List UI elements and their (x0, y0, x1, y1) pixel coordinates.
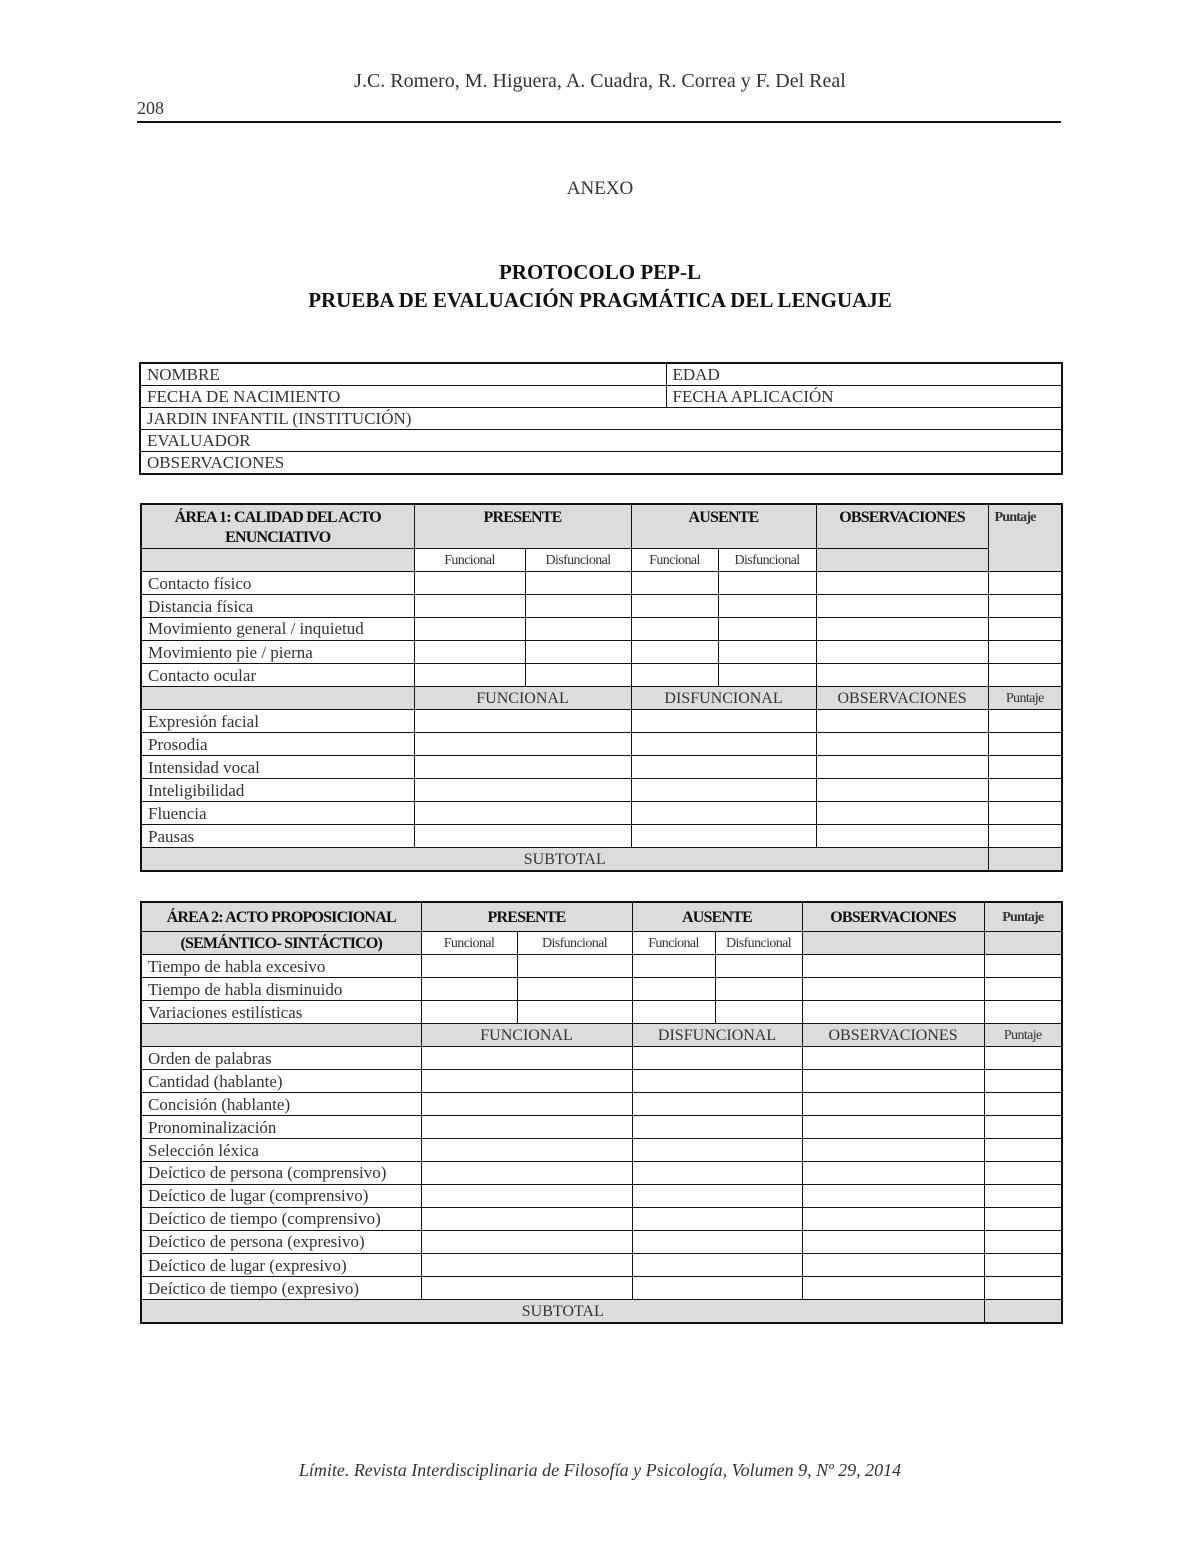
area1-presente-disfuncional: Disfuncional (525, 549, 631, 572)
area1-answer-cell[interactable] (718, 664, 816, 687)
area2-answer-cell[interactable] (421, 1185, 632, 1208)
area1-answer-cell[interactable] (988, 710, 1062, 733)
area1-answer-cell[interactable] (718, 641, 816, 664)
area2-answer-cell[interactable] (802, 1277, 984, 1300)
area1-answer-cell[interactable] (631, 802, 816, 825)
area2-answer-cell[interactable] (421, 1231, 632, 1254)
edad-field[interactable]: EDAD (666, 363, 1062, 386)
area1-answer-cell[interactable] (988, 664, 1062, 687)
area1-ausente-funcional: Funcional (631, 549, 718, 572)
area2-answer-cell[interactable] (802, 1093, 984, 1116)
table-row (141, 1185, 1062, 1208)
area2-answer-cell[interactable] (632, 978, 715, 1001)
area2-answer-cell[interactable] (632, 1162, 802, 1185)
area2-answer-cell[interactable] (802, 978, 984, 1001)
area1-answer-cell[interactable] (525, 618, 631, 641)
area1-answer-cell[interactable] (988, 756, 1062, 779)
area2-answer-cell[interactable] (421, 1139, 632, 1162)
area1-answer-cell[interactable] (631, 641, 718, 664)
area1-answer-cell[interactable] (414, 779, 631, 802)
area2-answer-cell[interactable] (802, 1208, 984, 1231)
area2-answer-cell[interactable] (421, 955, 517, 978)
info-form (139, 362, 1063, 475)
table-row (141, 710, 1062, 733)
table-row (141, 1231, 1062, 1254)
area1-answer-cell[interactable] (816, 825, 988, 848)
area2-answer-cell[interactable] (517, 955, 632, 978)
area2-answer-cell[interactable] (984, 1254, 1062, 1277)
area1-answer-cell[interactable] (414, 825, 631, 848)
area2-presente-header: PRESENTE (421, 902, 632, 932)
area2-observaciones-header-b: OBSERVACIONES (802, 1024, 984, 1047)
evaluador-field[interactable]: EVALUADOR (140, 430, 1062, 452)
area2-item-label: Deíctico de persona (expresivo) (141, 1231, 421, 1254)
observaciones-field[interactable]: OBSERVACIONES (140, 452, 1062, 475)
area2-answer-cell[interactable] (984, 955, 1062, 978)
area2-item-label: Concisión (hablante) (141, 1093, 421, 1116)
area1-answer-cell[interactable] (631, 572, 718, 595)
area2-answer-cell[interactable] (802, 1185, 984, 1208)
area2-blank-cell (802, 932, 984, 955)
area1-presente-header: PRESENTE (414, 504, 631, 549)
header-rule (137, 121, 1061, 123)
area2-item-label: Deíctico de lugar (comprensivo) (141, 1185, 421, 1208)
area1-ausente-disfuncional: Disfuncional (718, 549, 816, 572)
area1-observaciones-header-b: OBSERVACIONES (816, 687, 988, 710)
area2-disfuncional-header: DISFUNCIONAL (632, 1024, 802, 1047)
area2-answer-cell[interactable] (421, 1070, 632, 1093)
table-row (141, 825, 1062, 848)
area1-answer-cell[interactable] (414, 664, 525, 687)
table-row (141, 978, 1062, 1001)
area2-answer-cell[interactable] (802, 1047, 984, 1070)
area1-item-label: Movimiento pie / pierna (141, 641, 414, 664)
area2-item-label: Cantidad (hablante) (141, 1070, 421, 1093)
area2-item-label: Deíctico de tiempo (comprensivo) (141, 1208, 421, 1231)
area1-answer-cell[interactable] (525, 572, 631, 595)
fecha-aplicacion-field[interactable]: FECHA APLICACIÓN (666, 386, 1062, 408)
area2-answer-cell[interactable] (421, 1162, 632, 1185)
table-row (141, 618, 1062, 641)
area2-presente-disfuncional: Disfuncional (517, 932, 632, 955)
area1-answer-cell[interactable] (988, 733, 1062, 756)
area2-answer-cell[interactable] (517, 978, 632, 1001)
area2-answer-cell[interactable] (632, 1093, 802, 1116)
area1-blank-cell (141, 687, 414, 710)
table-row (141, 1116, 1062, 1139)
area2-item-label: Tiempo de habla disminuido (141, 978, 421, 1001)
annex-label: ANEXO (566, 178, 634, 199)
area1-item-label: Contacto físico (141, 572, 414, 595)
area2-item-label: Deíctico de lugar (expresivo) (141, 1254, 421, 1277)
area1-answer-cell[interactable] (816, 802, 988, 825)
area1-item-label: Intensidad vocal (141, 756, 414, 779)
area2-ausente-funcional: Funcional (632, 932, 715, 955)
area2-table (140, 901, 1063, 1324)
fecha-nacimiento-field[interactable]: FECHA DE NACIMIENTO (140, 386, 666, 408)
area1-answer-cell[interactable] (525, 641, 631, 664)
area1-item-label: Expresión facial (141, 710, 414, 733)
area1-answer-cell[interactable] (988, 802, 1062, 825)
table-row (141, 1139, 1062, 1162)
area2-puntaje-header-b: Puntaje (984, 1024, 1062, 1047)
area1-answer-cell[interactable] (988, 825, 1062, 848)
area2-answer-cell[interactable] (421, 1208, 632, 1231)
nombre-field[interactable]: NOMBRE (140, 363, 666, 386)
area2-answer-cell[interactable] (715, 955, 802, 978)
area2-answer-cell[interactable] (984, 1185, 1062, 1208)
protocol-title: PROTOCOLO PEP-L (498, 260, 702, 284)
area1-puntaje-header: Puntaje (988, 504, 1062, 572)
area2-answer-cell[interactable] (802, 1254, 984, 1277)
area2-item-label: Deíctico de tiempo (expresivo) (141, 1277, 421, 1300)
table-row (141, 595, 1062, 618)
area1-answer-cell[interactable] (414, 618, 525, 641)
area1-answer-cell[interactable] (816, 756, 988, 779)
area1-table (140, 503, 1063, 872)
page-number: 208 (137, 98, 164, 118)
area1-item-label: Movimiento general / inquietud (141, 618, 414, 641)
area1-answer-cell[interactable] (988, 618, 1062, 641)
area2-ausente-disfuncional: Disfuncional (715, 932, 802, 955)
area2-item-label: Variaciones estilísticas (141, 1001, 421, 1024)
area2-ausente-header: AUSENTE (632, 902, 802, 932)
area2-answer-cell[interactable] (984, 1139, 1062, 1162)
area2-funcional-header: FUNCIONAL (421, 1024, 632, 1047)
area1-answer-cell[interactable] (816, 641, 988, 664)
area2-answer-cell[interactable] (632, 1254, 802, 1277)
jardin-field[interactable]: JARDIN INFANTIL (INSTITUCIÓN) (140, 408, 1062, 430)
area2-item-label: Pronominalización (141, 1116, 421, 1139)
area1-answer-cell[interactable] (718, 618, 816, 641)
area1-title: ÁREA 1: CALIDAD DEL ACTO ENUNCIATIVO (141, 504, 414, 549)
area2-puntaje-header: Puntaje (984, 902, 1062, 932)
area2-answer-cell[interactable] (984, 1231, 1062, 1254)
area2-answer-cell[interactable] (984, 978, 1062, 1001)
area1-subtotal: SUBTOTAL (141, 848, 988, 872)
area2-answer-cell[interactable] (632, 1231, 802, 1254)
area1-funcional-header: FUNCIONAL (414, 687, 631, 710)
area2-answer-cell[interactable] (984, 1070, 1062, 1093)
table-row (141, 664, 1062, 687)
table-row (141, 1162, 1062, 1185)
area2-blank-cell (141, 1024, 421, 1047)
area1-answer-cell[interactable] (631, 779, 816, 802)
area2-answer-cell[interactable] (715, 1001, 802, 1024)
area1-answer-cell[interactable] (816, 572, 988, 595)
area1-ausente-header: AUSENTE (631, 504, 816, 549)
table-row (141, 955, 1062, 978)
area1-answer-cell[interactable] (414, 710, 631, 733)
area1-answer-cell[interactable] (414, 595, 525, 618)
area1-answer-cell[interactable] (988, 595, 1062, 618)
area1-item-label: Inteligibilidad (141, 779, 414, 802)
table-row (141, 1047, 1062, 1070)
area1-answer-cell[interactable] (631, 664, 718, 687)
area1-answer-cell[interactable] (414, 756, 631, 779)
area2-answer-cell[interactable] (632, 1047, 802, 1070)
area1-answer-cell[interactable] (414, 733, 631, 756)
table-row (141, 733, 1062, 756)
area2-answer-cell[interactable] (802, 1070, 984, 1093)
area1-answer-cell[interactable] (631, 618, 718, 641)
area1-blank-cell (816, 549, 988, 572)
area2-answer-cell[interactable] (802, 1116, 984, 1139)
area1-answer-cell[interactable] (718, 572, 816, 595)
area2-answer-cell[interactable] (421, 1093, 632, 1116)
area2-answer-cell[interactable] (632, 1070, 802, 1093)
table-row (141, 1208, 1062, 1231)
area1-answer-cell[interactable] (414, 572, 525, 595)
area1-answer-cell[interactable] (816, 710, 988, 733)
area1-answer-cell[interactable] (988, 572, 1062, 595)
area2-answer-cell[interactable] (421, 1277, 632, 1300)
running-head: J.C. Romero, M. Higuera, A. Cuadra, R. Correa y F. Del Real (354, 70, 846, 92)
area1-subtotal-score[interactable] (988, 848, 1062, 872)
area1-answer-cell[interactable] (631, 825, 816, 848)
area1-answer-cell[interactable] (631, 710, 816, 733)
area1-answer-cell[interactable] (816, 733, 988, 756)
area1-answer-cell[interactable] (414, 802, 631, 825)
area2-title-line2: (SEMÁNTICO- SINTÁCTICO) (141, 932, 421, 955)
area2-answer-cell[interactable] (984, 1001, 1062, 1024)
area2-answer-cell[interactable] (802, 1001, 984, 1024)
area2-item-label: Selección léxica (141, 1139, 421, 1162)
table-row (141, 1254, 1062, 1277)
area1-answer-cell[interactable] (525, 664, 631, 687)
protocol-subtitle: PRUEBA DE EVALUACIÓN PRAGMÁTICA DEL LENGUAJE (308, 288, 892, 312)
area1-observaciones-header: OBSERVACIONES (816, 504, 988, 549)
area1-answer-cell[interactable] (816, 779, 988, 802)
area2-answer-cell[interactable] (632, 1139, 802, 1162)
area1-answer-cell[interactable] (631, 595, 718, 618)
area2-item-label: Orden de palabras (141, 1047, 421, 1070)
area2-answer-cell[interactable] (984, 1162, 1062, 1185)
area2-subtotal: SUBTOTAL (141, 1300, 984, 1324)
table-row (141, 1070, 1062, 1093)
table-row (141, 1001, 1062, 1024)
table-row (141, 572, 1062, 595)
area1-answer-cell[interactable] (988, 779, 1062, 802)
area2-answer-cell[interactable] (632, 955, 715, 978)
area1-item-label: Pausas (141, 825, 414, 848)
area2-answer-cell[interactable] (632, 1208, 802, 1231)
area1-answer-cell[interactable] (414, 641, 525, 664)
area1-answer-cell[interactable] (988, 641, 1062, 664)
area2-answer-cell[interactable] (632, 1001, 715, 1024)
area2-answer-cell[interactable] (421, 1116, 632, 1139)
area2-title-line1: ÁREA 2: ACTO PROPOSICIONAL (141, 902, 421, 932)
area2-presente-funcional: Funcional (421, 932, 517, 955)
area2-answer-cell[interactable] (984, 1116, 1062, 1139)
area2-answer-cell[interactable] (632, 1116, 802, 1139)
area2-subtotal-score[interactable] (984, 1300, 1062, 1324)
area1-answer-cell[interactable] (816, 664, 988, 687)
area2-answer-cell[interactable] (984, 1047, 1062, 1070)
area2-answer-cell[interactable] (421, 1254, 632, 1277)
area2-answer-cell[interactable] (517, 1001, 632, 1024)
area1-blank-cell (141, 549, 414, 572)
area2-answer-cell[interactable] (421, 1001, 517, 1024)
area2-answer-cell[interactable] (802, 955, 984, 978)
area1-item-label: Prosodia (141, 733, 414, 756)
area1-item-label: Fluencia (141, 802, 414, 825)
area1-answer-cell[interactable] (525, 595, 631, 618)
area2-answer-cell[interactable] (984, 1093, 1062, 1116)
area1-answer-cell[interactable] (631, 733, 816, 756)
area1-item-label: Distancia física (141, 595, 414, 618)
area1-disfuncional-header: DISFUNCIONAL (631, 687, 816, 710)
area2-answer-cell[interactable] (984, 1277, 1062, 1300)
area2-item-label: Deíctico de persona (comprensivo) (141, 1162, 421, 1185)
area1-answer-cell[interactable] (718, 595, 816, 618)
table-row (141, 756, 1062, 779)
area2-answer-cell[interactable] (421, 1047, 632, 1070)
area2-blank-cell (984, 932, 1062, 955)
area1-presente-funcional: Funcional (414, 549, 525, 572)
area2-observaciones-header: OBSERVACIONES (802, 902, 984, 932)
area1-answer-cell[interactable] (816, 618, 988, 641)
table-row (141, 641, 1062, 664)
area2-answer-cell[interactable] (984, 1208, 1062, 1231)
journal-footer: Límite. Revista Interdisciplinaria de Filosofía y Psicología, Volumen 9, Nº 29, 2014 (298, 1460, 902, 1480)
area1-puntaje-header-b: Puntaje (988, 687, 1062, 710)
table-row (141, 1277, 1062, 1300)
area2-item-label: Tiempo de habla excesivo (141, 955, 421, 978)
area2-answer-cell[interactable] (632, 1185, 802, 1208)
area2-answer-cell[interactable] (802, 1162, 984, 1185)
area2-answer-cell[interactable] (802, 1231, 984, 1254)
area2-answer-cell[interactable] (421, 978, 517, 1001)
table-row (141, 779, 1062, 802)
area2-answer-cell[interactable] (632, 1277, 802, 1300)
area1-answer-cell[interactable] (631, 756, 816, 779)
area2-answer-cell[interactable] (715, 978, 802, 1001)
table-row (141, 802, 1062, 825)
area2-answer-cell[interactable] (802, 1139, 984, 1162)
area1-item-label: Contacto ocular (141, 664, 414, 687)
area1-answer-cell[interactable] (816, 595, 988, 618)
table-row (141, 1093, 1062, 1116)
